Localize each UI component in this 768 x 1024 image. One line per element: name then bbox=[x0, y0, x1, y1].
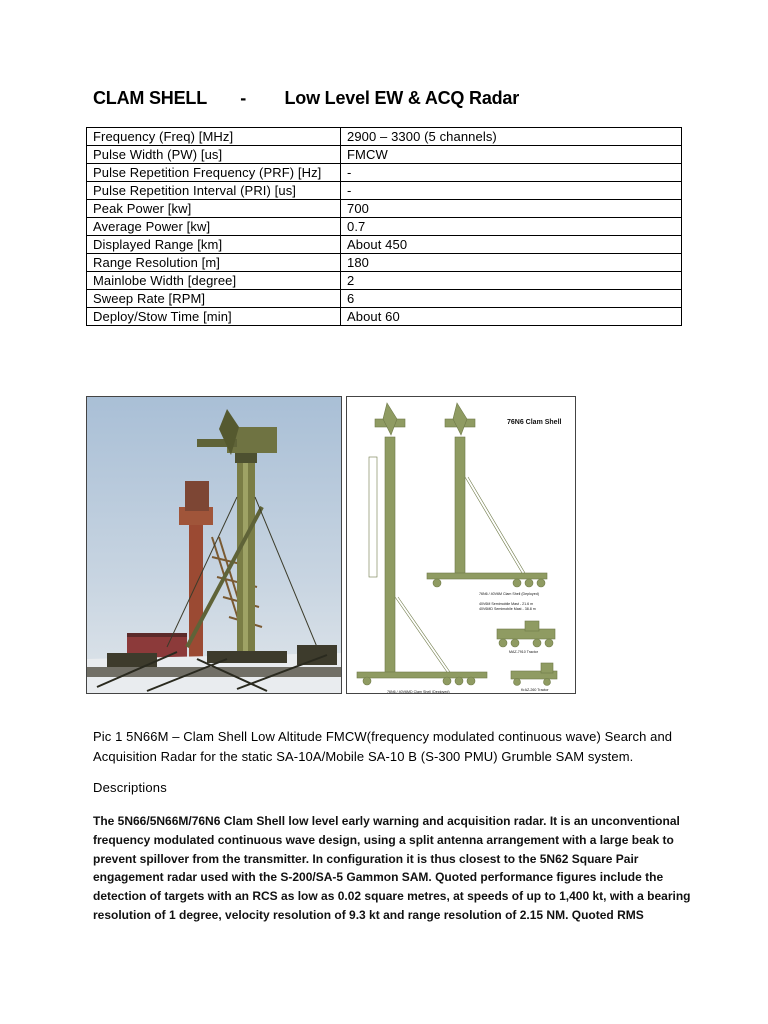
spec-value: FMCW bbox=[341, 146, 682, 164]
spec-row bbox=[87, 308, 682, 326]
spec-row bbox=[87, 254, 682, 272]
spec-row bbox=[87, 128, 682, 146]
diagram-label-masts: 40V6M Semimobile Mast - 21.6 m 40V6MD Semimobile Mast - 38.8 m bbox=[479, 602, 536, 611]
spec-value: 180 bbox=[341, 254, 682, 272]
spec-param: Pulse Repetition Frequency (PRF) [Hz] bbox=[87, 164, 341, 182]
diagram-label-tractor-2: KrAZ-260 Tractor bbox=[521, 688, 549, 692]
spec-param: Deploy/Stow Time [min] bbox=[87, 308, 341, 326]
spec-param: Pulse Width (PW) [us] bbox=[87, 146, 341, 164]
spec-value: 2 bbox=[341, 272, 682, 290]
spec-row bbox=[87, 146, 682, 164]
diagram-label-deployed-bottom: 76N6 / 40V6MD Clam Shell (Deployed) bbox=[387, 690, 450, 693]
spec-row bbox=[87, 164, 682, 182]
spec-row bbox=[87, 200, 682, 218]
radar-photo-illustration bbox=[87, 397, 341, 693]
section-heading: Descriptions bbox=[93, 780, 167, 795]
body-paragraph: The 5N66/5N66M/76N6 Clam Shell low level early warning and acquisition radar. It is an unconventional frequency modulated continuous wave design, using a split antenna arrangement with a large beak to prevent spillover from the transmitter. In configuration it is thus closest to the 5N62 Square Pair engagement radar used with the S-200/SA-5 Gammon SAM. Quoted performance figures include the detection of targets with an RCS as low as 0.02 square metres, at speeds of up to 1,400 kt, with a bearing resolution of 1 degree, velocity resolution of 9.3 kt and range resolution of 2.15 NM. Quoted RMS bbox=[93, 814, 691, 922]
spec-row bbox=[87, 218, 682, 236]
spec-param: Displayed Range [km] bbox=[87, 236, 341, 254]
radar-diagram-illustration bbox=[347, 397, 575, 693]
radar-photo bbox=[86, 396, 342, 694]
spec-value: 0.7 bbox=[341, 218, 682, 236]
spec-param: Peak Power [kw] bbox=[87, 200, 341, 218]
spec-param: Pulse Repetition Interval (PRI) [us] bbox=[87, 182, 341, 200]
diagram-title: 76N6 Clam Shell bbox=[507, 419, 562, 426]
page-title: CLAM SHELL - Low Level EW & ACQ Radar bbox=[93, 88, 520, 108]
radar-diagram bbox=[346, 396, 576, 694]
spec-value: 6 bbox=[341, 290, 682, 308]
spec-row bbox=[87, 182, 682, 200]
diagram-label-deployed-top: 76N6 / 40V6M Clam Shell (Deployed) bbox=[479, 592, 539, 596]
spec-row bbox=[87, 290, 682, 308]
spec-param: Range Resolution [m] bbox=[87, 254, 341, 272]
spec-row bbox=[87, 272, 682, 290]
spec-value: About 60 bbox=[341, 308, 682, 326]
spec-param: Mainlobe Width [degree] bbox=[87, 272, 341, 290]
spec-value: - bbox=[341, 182, 682, 200]
spec-table bbox=[86, 127, 682, 326]
spec-value: 700 bbox=[341, 200, 682, 218]
spec-param: Average Power [kw] bbox=[87, 218, 341, 236]
figure-caption: Pic 1 5N66M – Clam Shell Low Altitude FMCW(frequency modulated continuous wave) Search and Acquisition Radar for the static SA-10A/Mobile SA-10 B (S-300 PMU) Grumble SAM system. bbox=[93, 729, 673, 764]
spec-param: Sweep Rate [RPM] bbox=[87, 290, 341, 308]
spec-value: - bbox=[341, 164, 682, 182]
spec-param: Frequency (Freq) [MHz] bbox=[87, 128, 341, 146]
spec-row bbox=[87, 236, 682, 254]
spec-value: About 450 bbox=[341, 236, 682, 254]
spec-value: 2900 – 3300 (5 channels) bbox=[341, 128, 682, 146]
diagram-label-tractor-1: MAZ-7910 Tractor bbox=[509, 650, 538, 654]
